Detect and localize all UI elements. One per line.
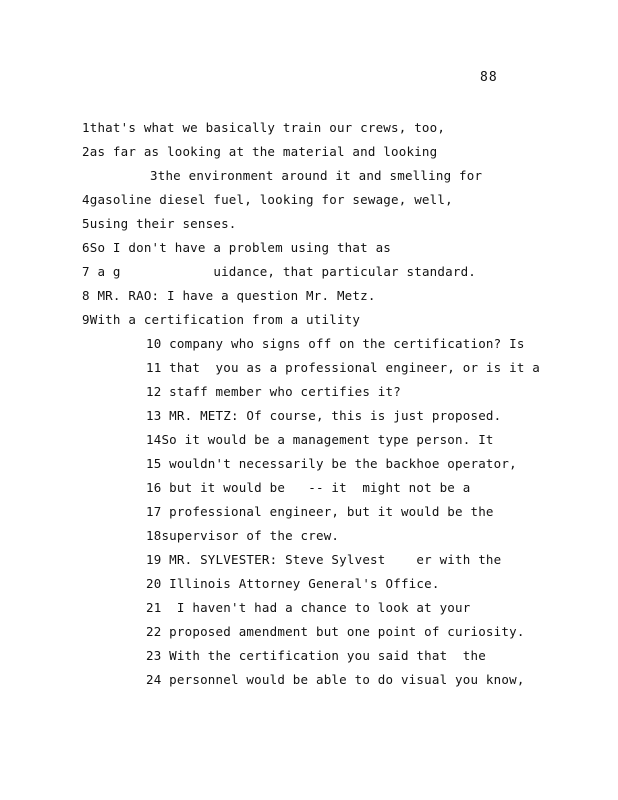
line-number: 22 — [146, 624, 162, 639]
transcript-line — [146, 576, 440, 592]
page-number: 88 — [480, 70, 498, 85]
transcript-line — [82, 312, 360, 328]
transcript-line — [82, 192, 453, 208]
line-number: 16 — [146, 480, 162, 495]
line-text: that you as a professional engineer, or is it a — [161, 360, 541, 375]
transcript-line — [146, 600, 470, 616]
transcript-line — [82, 264, 476, 280]
line-number: 20 — [146, 576, 162, 591]
transcript-line — [146, 672, 525, 688]
line-number: 1 — [82, 120, 90, 135]
line-text: company who signs off on the certification? Is — [161, 336, 525, 351]
line-text: professional engineer, but it would be the — [161, 504, 494, 519]
line-text: MR. RAO: I have a question Mr. Metz. — [89, 288, 376, 303]
line-number: 8 — [82, 288, 90, 303]
line-number: 10 — [146, 336, 162, 351]
line-number: 21 — [146, 600, 162, 615]
line-number: 14 — [146, 432, 162, 447]
transcript-line — [146, 360, 540, 376]
line-number: 23 — [146, 648, 162, 663]
line-text: gasoline diesel fuel, looking for sewage, well, — [89, 192, 453, 207]
transcript-line — [146, 456, 517, 472]
transcript-line — [82, 240, 391, 256]
line-text: I haven't had a chance to look at your — [161, 600, 471, 615]
line-text: MR. SYLVESTER: Steve Sylvest er with the — [161, 552, 502, 567]
line-number: 24 — [146, 672, 162, 687]
line-number: 7 — [82, 264, 90, 279]
line-text: using their senses. — [89, 216, 237, 231]
transcript-line — [146, 528, 339, 544]
line-number: 17 — [146, 504, 162, 519]
line-number: 2 — [82, 144, 90, 159]
transcript-line — [146, 432, 494, 448]
line-text: With a certification from a utility — [89, 312, 361, 327]
line-text: that's what we basically train our crews, too, — [89, 120, 446, 135]
line-number: 9 — [82, 312, 90, 327]
transcript-line — [146, 384, 401, 400]
line-text: a g uidance, that particular standard. — [97, 264, 477, 279]
line-number: 5 — [82, 216, 90, 231]
line-text: but it would be -- it might not be a — [161, 480, 471, 495]
line-text: With the certification you said that the — [161, 648, 486, 663]
transcript-line — [82, 288, 376, 304]
line-number: 3 — [150, 168, 158, 183]
transcript-line — [146, 504, 494, 520]
transcript-line — [146, 336, 525, 352]
transcript-line — [146, 408, 501, 424]
line-number: 18 — [146, 528, 162, 543]
line-text: Illinois Attorney General's Office. — [161, 576, 440, 591]
line-text: as far as looking at the material and looking — [89, 144, 438, 159]
line-text: So it would be a management type person. It — [161, 432, 494, 447]
line-number: 4 — [82, 192, 90, 207]
line-text: wouldn't necessarily be the backhoe operator, — [161, 456, 517, 471]
line-text: the environment around it and smelling for — [157, 168, 483, 183]
transcript-line — [82, 216, 237, 232]
transcript-line — [146, 624, 525, 640]
line-text: supervisor of the crew. — [161, 528, 340, 543]
line-text: So I don't have a problem using that as — [89, 240, 392, 255]
line-number: 15 — [146, 456, 162, 471]
line-number: 12 — [146, 384, 162, 399]
line-text: personnel would be able to do visual you know, — [161, 672, 525, 687]
line-text: staff member who certifies it? — [161, 384, 401, 399]
transcript-line — [146, 648, 486, 664]
line-text: proposed amendment but one point of curiosity. — [161, 624, 525, 639]
line-number: 19 — [146, 552, 162, 567]
transcript-line — [82, 144, 437, 160]
transcript-line — [146, 552, 501, 568]
transcript-line — [146, 480, 470, 496]
line-number: 6 — [82, 240, 90, 255]
transcript-line — [82, 120, 445, 136]
line-text: MR. METZ: Of course, this is just proposed. — [161, 408, 502, 423]
line-number: 13 — [146, 408, 162, 423]
transcript-line — [150, 168, 482, 184]
line-number: 11 — [146, 360, 162, 375]
